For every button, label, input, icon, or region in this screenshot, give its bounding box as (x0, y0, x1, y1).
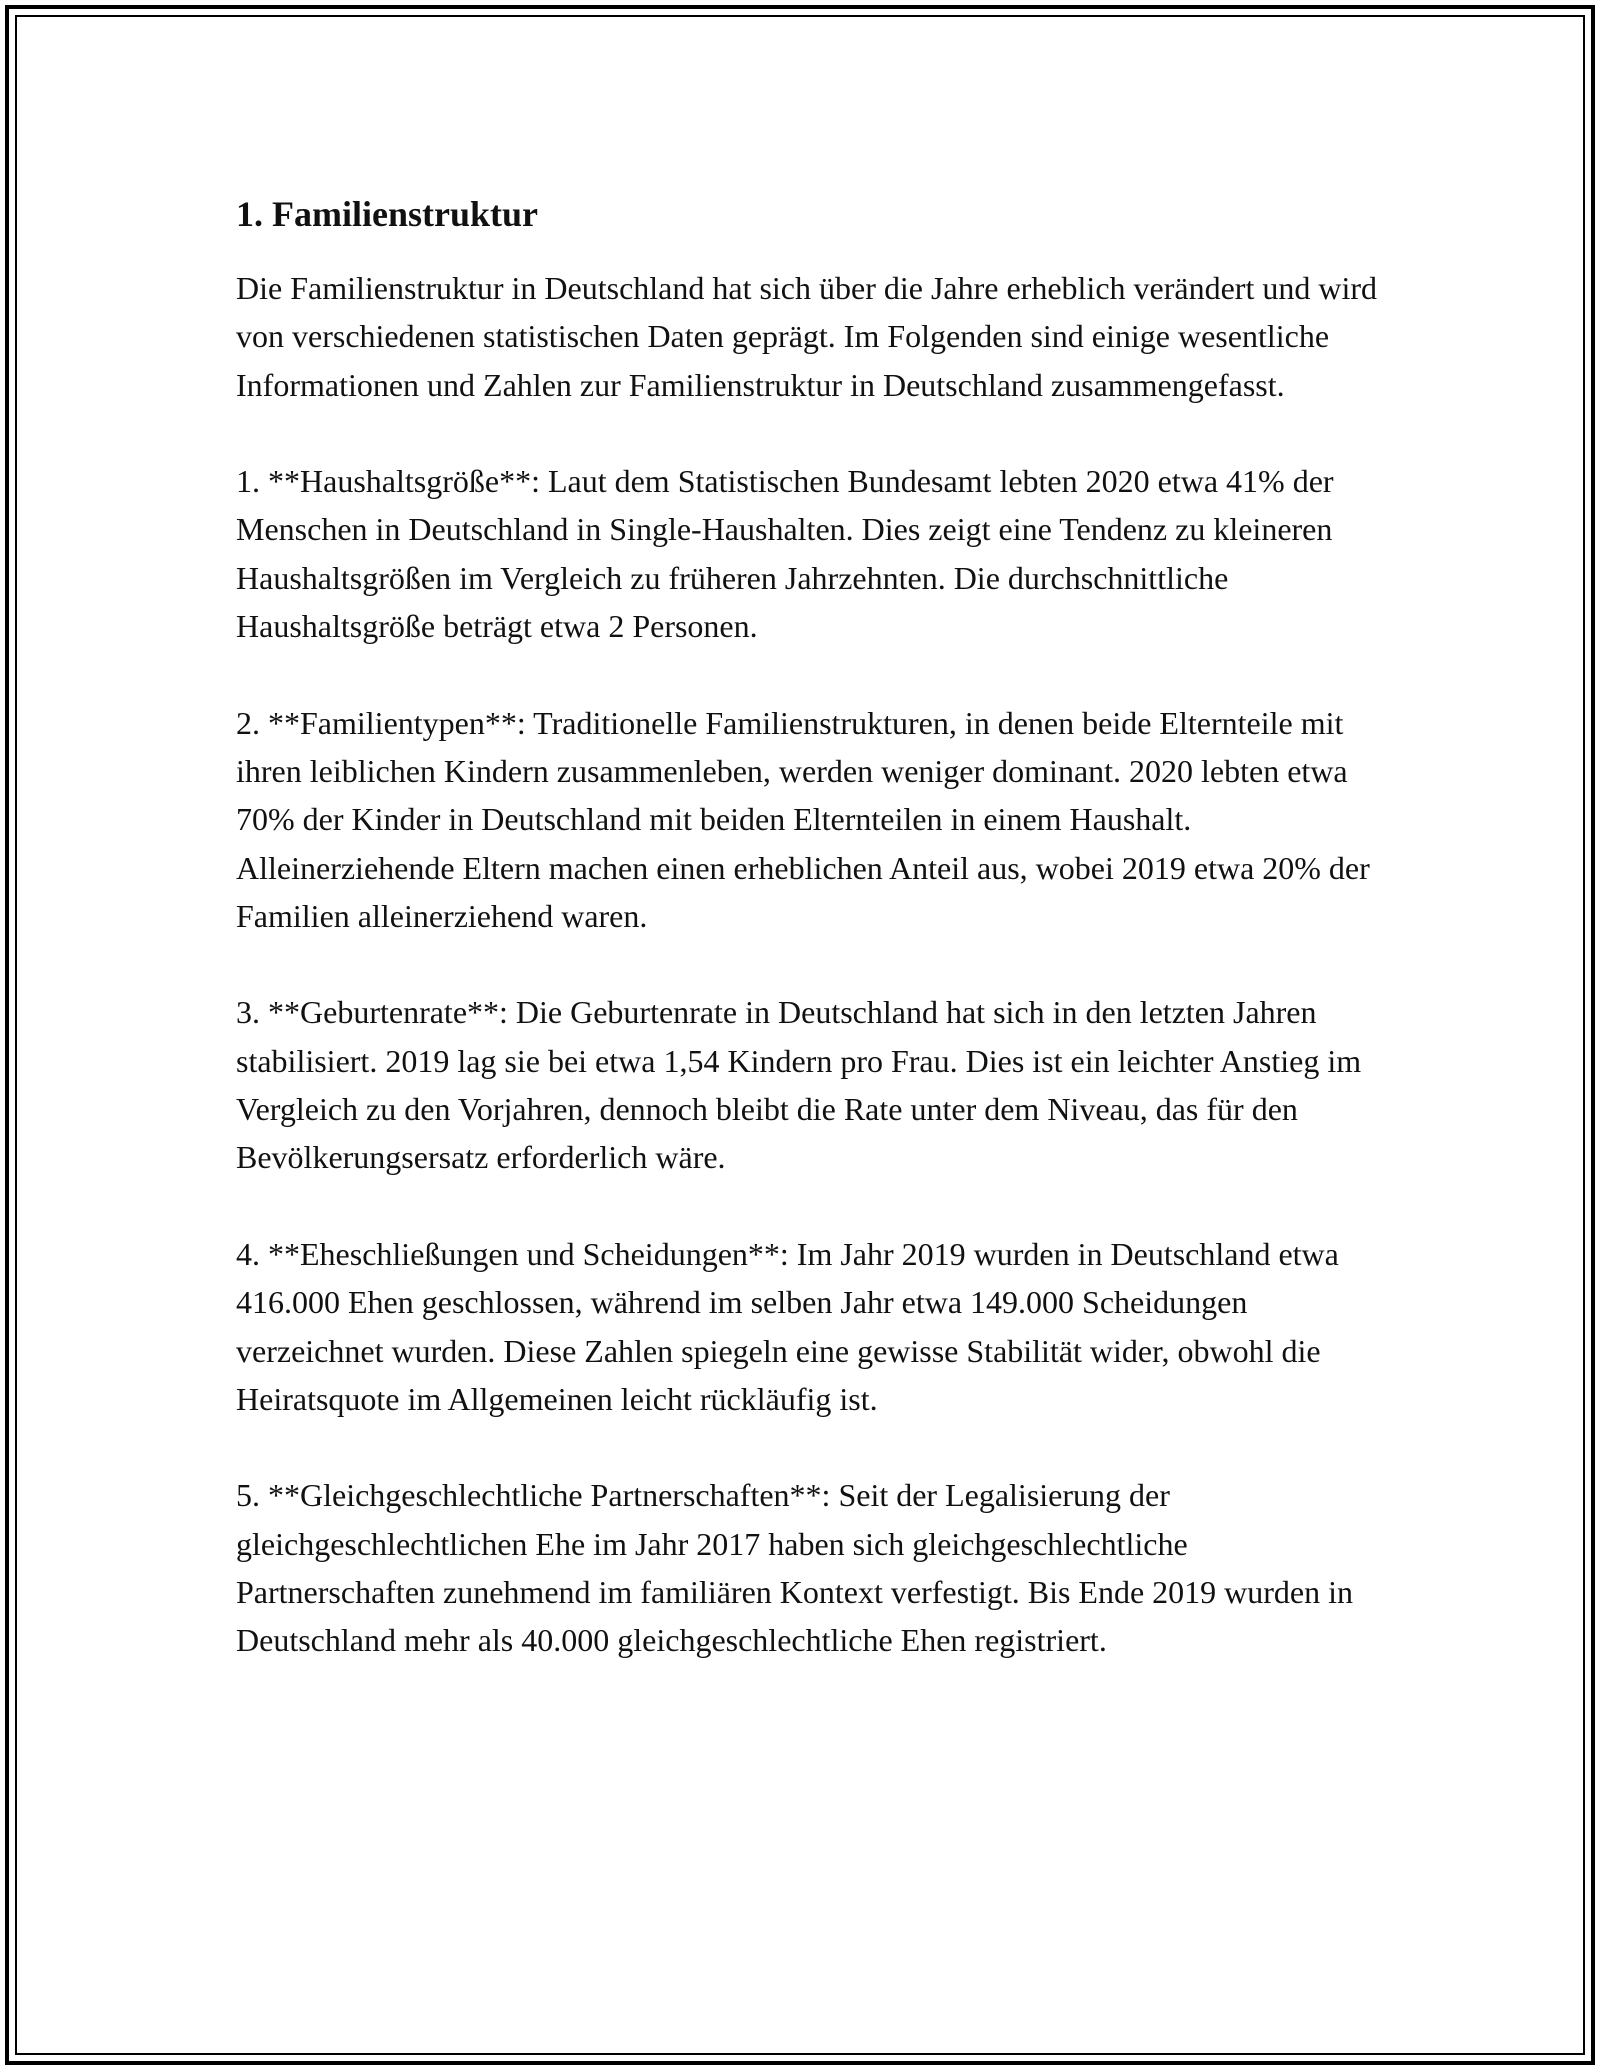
paragraph-haushaltsgroesse: 1. **Haushaltsgröße**: Laut dem Statistischen Bundesamt lebten 2020 etwa 41% der Menschen in Deutschland in Single-Haushalten. Dies zeigt eine Tendenz zu kleineren Haushaltsgrößen im Vergleich zu früheren Jahrzehnten. Die durchschnittliche Haushaltsgröße beträgt etwa 2 Personen. (236, 463, 1334, 645)
paragraph-eheschliessungen: 4. **Eheschließungen und Scheidungen**: Im Jahr 2019 wurden in Deutschland etwa 416.000 Ehen geschlossen, während im selben Jahr etwa 149.000 Scheidungen verzeichnet wurden. Diese Zahlen spiegeln eine gewisse Stabilität wider, obwohl die Heiratsquote im Allgemeinen leicht rückläufig ist. (236, 1235, 1339, 1417)
intro-paragraph: Die Familienstruktur in Deutschland hat sich über die Jahre erheblich verändert und wird von verschiedenen statistischen Daten geprägt. Im Folgenden sind einige wesentliche Informationen und Zahlen zur Familienstruktur in Deutschland zusammengefasst. (236, 270, 1377, 403)
section-title: 1. Familienstruktur (236, 194, 538, 234)
paragraph-partnerschaften: 5. **Gleichgeschlechtliche Partnerschaften**: Seit der Legalisierung der gleichgeschlechtlichen Ehe im Jahr 2017 haben sich gleichgeschlechtliche Partnerschaften zunehmend im familiären Kontext verfestigt. Bis Ende 2019 wurden in Deutschland mehr als 40.000 gleichgeschlechtliche Ehen registriert. (236, 1477, 1354, 1659)
document-content (236, 190, 1386, 1713)
paragraph-familientypen: 2. **Familientypen**: Traditionelle Familienstrukturen, in denen beide Elternteile mit ihren leiblichen Kindern zusammenleben, werden weniger dominant. 2020 lebten etwa 70% der Kinder in Deutschland mit beiden Elternteilen in einem Haushalt. Alleinerziehende Eltern machen einen erheblichen Anteil aus, wobei 2019 etwa 20% der Familien alleinerziehend waren. (236, 704, 1370, 934)
paragraph-geburtenrate: 3. **Geburtenrate**: Die Geburtenrate in Deutschland hat sich in den letzten Jahren stabilisiert. 2019 lag sie bei etwa 1,54 Kindern pro Frau. Dies ist ein leichter Anstieg im Vergleich zu den Vorjahren, dennoch bleibt die Rate unter dem Niveau, das für den Bevölkerungsersatz erforderlich wäre. (236, 994, 1362, 1176)
